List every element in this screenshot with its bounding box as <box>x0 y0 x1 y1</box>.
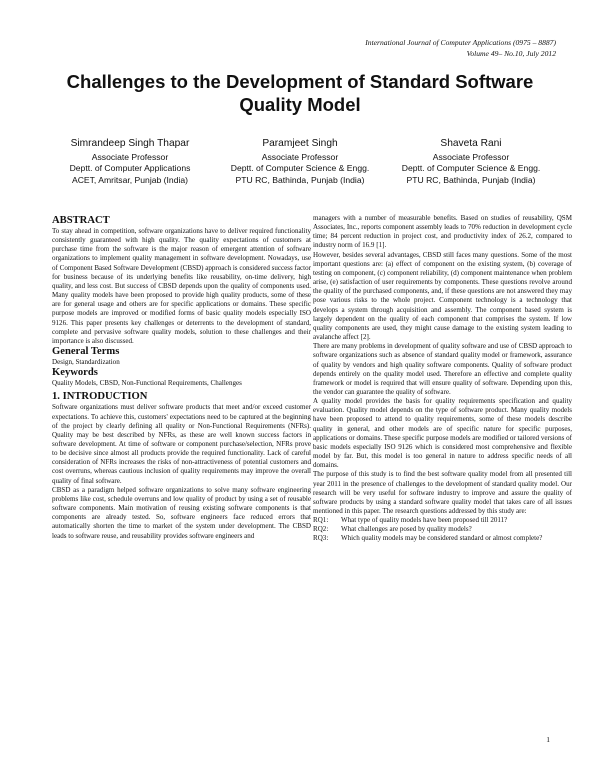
intro-paragraph: CBSD as a paradigm helped software organizations to solve many software engineering problems like cost, schedule overruns and low quality of product by using a set of reusable software components. Main motivation of reusing existing software components is that components are already tested. So, software engineers face reduced errors that automatically shorten the time to market of the system under development. The CBSD leads to software reuse, and reusability provides software engineers and <box>52 485 311 540</box>
author-name: Shaveta Rani <box>440 138 502 149</box>
research-question <box>313 525 572 534</box>
rq-key: RQ2: <box>313 525 329 534</box>
author-dept: Deptt. of Computer Applications <box>69 163 191 173</box>
keywords-text: Quality Models, CBSD, Non-Functional Requirements, Challenges <box>52 379 242 388</box>
left-column <box>52 215 311 541</box>
author-2 <box>200 138 400 186</box>
journal-name: International Journal of Computer Applications (0975 – 8887) <box>365 38 556 47</box>
rq-text: What type of quality models have been proposed till 2011? <box>341 516 508 525</box>
author-block <box>0 138 600 188</box>
rq-text: Which quality models may be considered standard or almost complete? <box>341 534 543 543</box>
author-dept: Deptt. of Computer Science & Engg. <box>230 163 370 173</box>
abstract-text: To stay ahead in competition, software organizations have to deliver required functionality consistently guaranteed with high quality. The quality expectations of customers at purchase time from the software is the major reason of emergent attention of software organizations to implement quality management in software development. Nowadays, use of Component Based Software Development (CBSD) approach is considered success factor for business because of its underlying benefits like reusability, on-time delivery, high quality, and less cost. But success of CBSD depends upon the quality of components used. Many quality models have been proposed to provide high quality products, some of these are for general usage and others are for specific applications or domains. These specific purpose models are improved or modified forms of basic quality models especially ISO 9126. This paper presents key challenges or deterrents to the development of standard, complete and pervasive software quality models, solution to these challenges and their importance is also discussed. <box>52 227 311 345</box>
paper-title: Challenges to the Development of Standard Software Quality Model <box>66 71 534 115</box>
author-name: Paramjeet Singh <box>262 138 338 149</box>
research-question <box>313 516 572 525</box>
author-institution: PTU RC, Bathinda, Punjab (India) <box>235 174 365 185</box>
body-paragraph: A quality model provides the basis for quality requirements specification and quality evaluation. Quality model depends on the type of software product. Many quality models have been proposed to attend to quality requirements, some of these models describe quality in general, and other models are of specific nature for specific purposes, applications or domains. These specific purpose models are modified or tailored versions of basic models especially ISO 9126 which is considered most comprehensive and flexible model by far. But, this model is too general in nature to address specific needs of all domains. <box>313 397 572 470</box>
abstract-heading: ABSTRACT <box>52 215 110 226</box>
body-paragraph: The purpose of this study is to find the best software quality model from all presented till year 2011 in the presence of challenges to the development of standard quality model. Our research will be very useful for software industry to improve and assure the quality of software products by using a standard software quality model that takes care of all issues mentioned in this paper. The research questions addressed by this study are: <box>313 470 572 515</box>
author-name: Simrandeep Singh Thapar <box>70 138 190 149</box>
body-paragraph: managers with a number of measurable benefits. Based on studies of reusability, QSM Associates, Inc., reports component assembly leads to 70% reduction in development cycle time; 84 percent reduction in project cost, and productivity index of 26.2, compared to industry norm of 16.9 [1]. <box>313 214 572 250</box>
author-dept: Deptt. of Computer Science & Engg. <box>401 163 541 173</box>
author-role: Associate Professor <box>91 151 169 162</box>
author-institution: PTU RC, Bathinda, Punjab (India) <box>406 174 536 185</box>
right-column <box>313 214 572 544</box>
page-number: 1 <box>546 735 550 744</box>
rq-text: What challenges are posed by quality models? <box>341 525 472 534</box>
intro-paragraph: Software organizations must deliver software products that meet and/or exceed customer expectations. To achieve this, customers' expectations need to be captured at the beginning of the project by clearly defining all quality or Non-Functional Requirements (NFRs). Quality may be best described by NFRs, as these are well known success factors in software development. At time of software or component purchase/selection, NFRs prove to be decisive since almost all products provide the required functionality. Lack of careful consideration of NFRs increases the risks of non-attractiveness of potential customers and cost overruns, whereas cautious inclusion of quality requirements may improve the overall quality of final software. <box>52 403 311 485</box>
introduction-heading: 1. INTRODUCTION <box>52 391 148 403</box>
author-role: Associate Professor <box>432 151 510 162</box>
general-terms-text: Design, Standardization <box>52 358 120 367</box>
author-institution: ACET, Amritsar, Punjab (India) <box>71 174 189 185</box>
author-role: Associate Professor <box>261 151 339 162</box>
rq-key: RQ1: <box>313 516 329 525</box>
general-terms-heading: General Terms <box>52 346 120 358</box>
keywords-heading: Keywords <box>52 367 98 379</box>
research-question <box>313 534 572 543</box>
rq-key: RQ3: <box>313 534 329 543</box>
author-3 <box>371 138 571 186</box>
body-paragraph: There are many problems in development of quality software and use of CBSD approach to software organizations such as absence of standard quality model or framework, assurance of quality by vendors and high quality software components. Quality of software product depends entirely on the quality model used. Therefore an effective and complete quality framework or model is required that will ensure quality of software. Depending upon this, the vendor can guarantee the quality of software. <box>313 342 572 396</box>
body-paragraph: However, besides several advantages, CBSD still faces many questions. Some of the most important questions are: (a) effect of component on the existing system, (b) coverage of testing on component, (c) component reliability, (d) component maintenance when problem arise, (e) satisfaction of user requirements by components. These questions revolve around the quality of the purchased components, and, if these questions are not answered they may pose various risks to the whole project. Component technology is a technology that develops a system through acquisition and assembly. The component based system is largely dependent on the quality of each component that comprises the system. If low quality components are used, they might cause damage to the existing system leading to avalanche affect [2]. <box>313 250 572 342</box>
journal-header <box>365 37 556 59</box>
journal-volume: Volume 49– No.10, July 2012 <box>466 49 556 58</box>
